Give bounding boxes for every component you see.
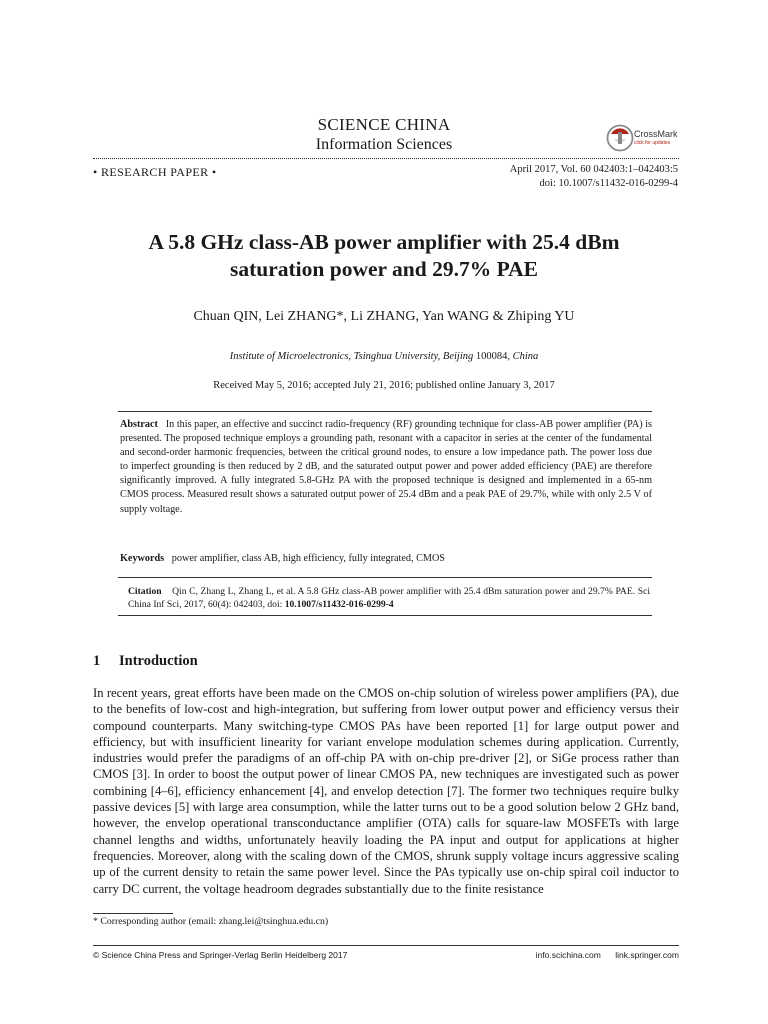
citation-text: Qin C, Zhang L, Zhang L, et al. A 5.8 GHz class-AB power amplifier with 25.4 dBm saturation power and 29.7% PAE. Sci China Inf Sci, 2017, 60(4): 042403, doi: bbox=[128, 586, 650, 610]
footer-link-springer[interactable]: link.springer.com bbox=[615, 950, 679, 960]
affiliation-country: , China bbox=[507, 351, 539, 362]
footnote: * Corresponding author (email: zhang.lei@tsinghua.edu.cn) bbox=[93, 916, 329, 927]
journal-subtitle: Information Sciences bbox=[315, 136, 453, 153]
section-heading bbox=[93, 653, 198, 670]
body-paragraph: In recent years, great efforts have been made on the CMOS on-chip solution of wireless power amplifiers (PA), due to the benefits of low-cost and high-integration, but suffering from lower output power and efficiency versus their compound counterparts. Many switching-type CMOS PAs have been reported [1] for large output power and efficiency, but with insufficient linearity for variant envelope modulation schemes during application. Currently, industries would prefer the paradigms of an off-chip PA with on-chip pre-driver [2], or SiGe process rather than CMOS [3]. In order to boost the output power of linear CMOS PA, new techniques are investigated such as power combining [4–6], efficiency enhancement [4], and envelop detection [7]. The former two techniques require bulky passive devices [5] with large area consumption, while the latter turns out to be a good solution below 2 GHz band, however, the envelop operational transconductance amplifier (OTA) calls for square-law MOSFETs with large channel lengths and widths, unfortunately heavily loading the PA input and output for applications at higher frequencies. Moreover, along with the scaling down of the CMOS, shrunk supply voltage incurs aggressive scaling up of the current density to retain the same power level. Since the PAs typically use on-chip spiral coil inductor to carry DC current, the voltage headroom degrades substantially due to the finite resistance bbox=[93, 686, 679, 896]
abstract-top-rule bbox=[118, 411, 652, 412]
keywords bbox=[120, 553, 652, 564]
body-text bbox=[93, 685, 679, 897]
section-title: Introduction bbox=[119, 653, 198, 669]
abstract bbox=[120, 418, 652, 517]
paper-title-line-1: A 5.8 GHz class-AB power amplifier with 25.4 dBm bbox=[148, 230, 620, 254]
citation-bottom-rule bbox=[118, 615, 652, 616]
paper-title bbox=[0, 229, 768, 283]
citation-doi-link[interactable]: 10.1007/s11432-016-0299-4 bbox=[284, 599, 394, 610]
citation-top-rule bbox=[118, 577, 652, 578]
section-number: 1 bbox=[93, 653, 101, 669]
affiliation-institution: Institute of Microelectronics, Tsinghua University, Beijing bbox=[229, 351, 474, 362]
journal-name: SCIENCE CHINA bbox=[317, 115, 451, 134]
keywords-text: power amplifier, class AB, high efficiency, fully integrated, CMOS bbox=[171, 553, 445, 564]
abstract-label: Abstract bbox=[120, 419, 158, 430]
header-divider bbox=[93, 158, 679, 159]
footer-rule bbox=[93, 945, 679, 946]
citation bbox=[128, 585, 650, 611]
footer-copyright: © Science China Press and Springer-Verlag Berlin Heidelberg 2017 bbox=[93, 950, 348, 960]
publication-dates: Received May 5, 2016; accepted July 21, 2016; published online January 3, 2017 bbox=[213, 380, 555, 391]
keywords-label: Keywords bbox=[120, 553, 165, 564]
crossmark-sublabel: click for updates bbox=[634, 140, 671, 146]
affiliation bbox=[0, 351, 768, 362]
section-type-label: • RESEARCH PAPER • bbox=[93, 165, 217, 179]
paper-title-line-2: saturation power and 29.7% PAE bbox=[230, 257, 538, 281]
publication-volume: April 2017, Vol. 60 042403:1–042403:5 bbox=[509, 164, 678, 175]
publication-doi[interactable]: doi: 10.1007/s11432-016-0299-4 bbox=[539, 178, 678, 189]
abstract-text: In this paper, an effective and succinct radio-frequency (RF) grounding technique for class-AB power amplifier (PA) is presented. The proposed technique employs a grounding path, resonant with a capacitor in series at the center of the fundamental and second-order harmonic frequencies, between the critical ground nodes, to ensure a low impedance path. The power loss due to imperfect grounding is then reduced by 2 dB, and the saturated output power and power added efficiency (PAE) are therefore significantly improved. A fully integrated 5.8-GHz PA with the proposed technique is designed and implemented in a 65-nm CMOS process. Measured result shows a saturated output power of 25.4 dBm and a peak PAE of 29.7%, while with only 2.5 V of supply voltage. bbox=[120, 419, 653, 515]
crossmark-badge[interactable] bbox=[606, 124, 676, 154]
footer-links bbox=[524, 950, 679, 960]
author-list: Chuan QIN, Lei ZHANG*, Li ZHANG, Yan WANG & Zhiping YU bbox=[193, 309, 575, 324]
citation-label: Citation bbox=[128, 586, 162, 597]
footer-link-scichina[interactable]: info.scichina.com bbox=[535, 950, 601, 960]
publication-info bbox=[510, 163, 678, 191]
footnote-rule bbox=[93, 913, 173, 914]
crossmark-label: CrossMark bbox=[634, 129, 678, 139]
crossmark-icon bbox=[606, 124, 634, 152]
affiliation-postcode: 100084 bbox=[473, 351, 508, 362]
